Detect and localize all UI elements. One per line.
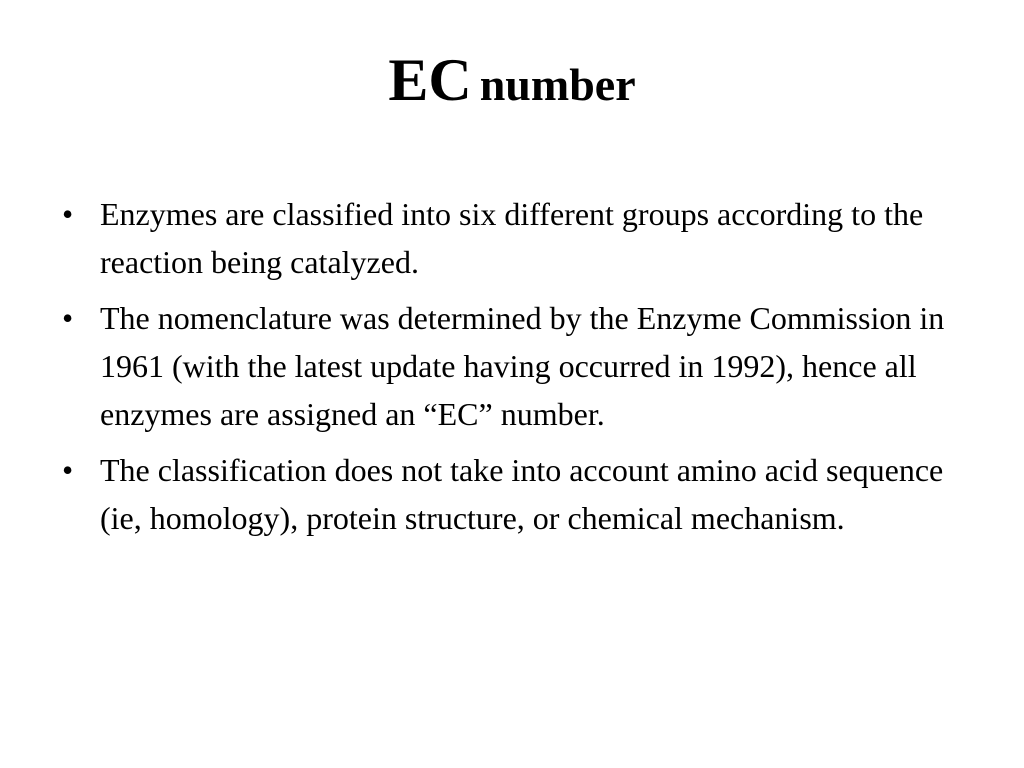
title-acronym: EC bbox=[388, 47, 472, 113]
bullet-dot-icon: • bbox=[62, 452, 74, 488]
title-word: number bbox=[479, 59, 636, 110]
bullet-dot-icon: • bbox=[62, 196, 74, 232]
bullet-text: The classification does not take into account amino acid sequence (ie, homology), protein structure, or chemical mechanism. bbox=[100, 452, 944, 536]
bullet-dot-icon: • bbox=[62, 300, 74, 336]
bullet-item-classification bbox=[60, 446, 960, 542]
bullet-text: Enzymes are classified into six different groups according to the reaction being catalyzed. bbox=[100, 196, 924, 280]
bullet-item-groups bbox=[60, 190, 960, 286]
bullet-item-nomenclature bbox=[60, 294, 960, 438]
bullet-list bbox=[60, 190, 960, 550]
bullet-text: The nomenclature was determined by the Enzyme Commission in 1961 (with the latest update having occurred in 1992), hence all enzymes are assigned an “EC” number. bbox=[100, 300, 945, 432]
slide-title bbox=[0, 44, 1024, 116]
